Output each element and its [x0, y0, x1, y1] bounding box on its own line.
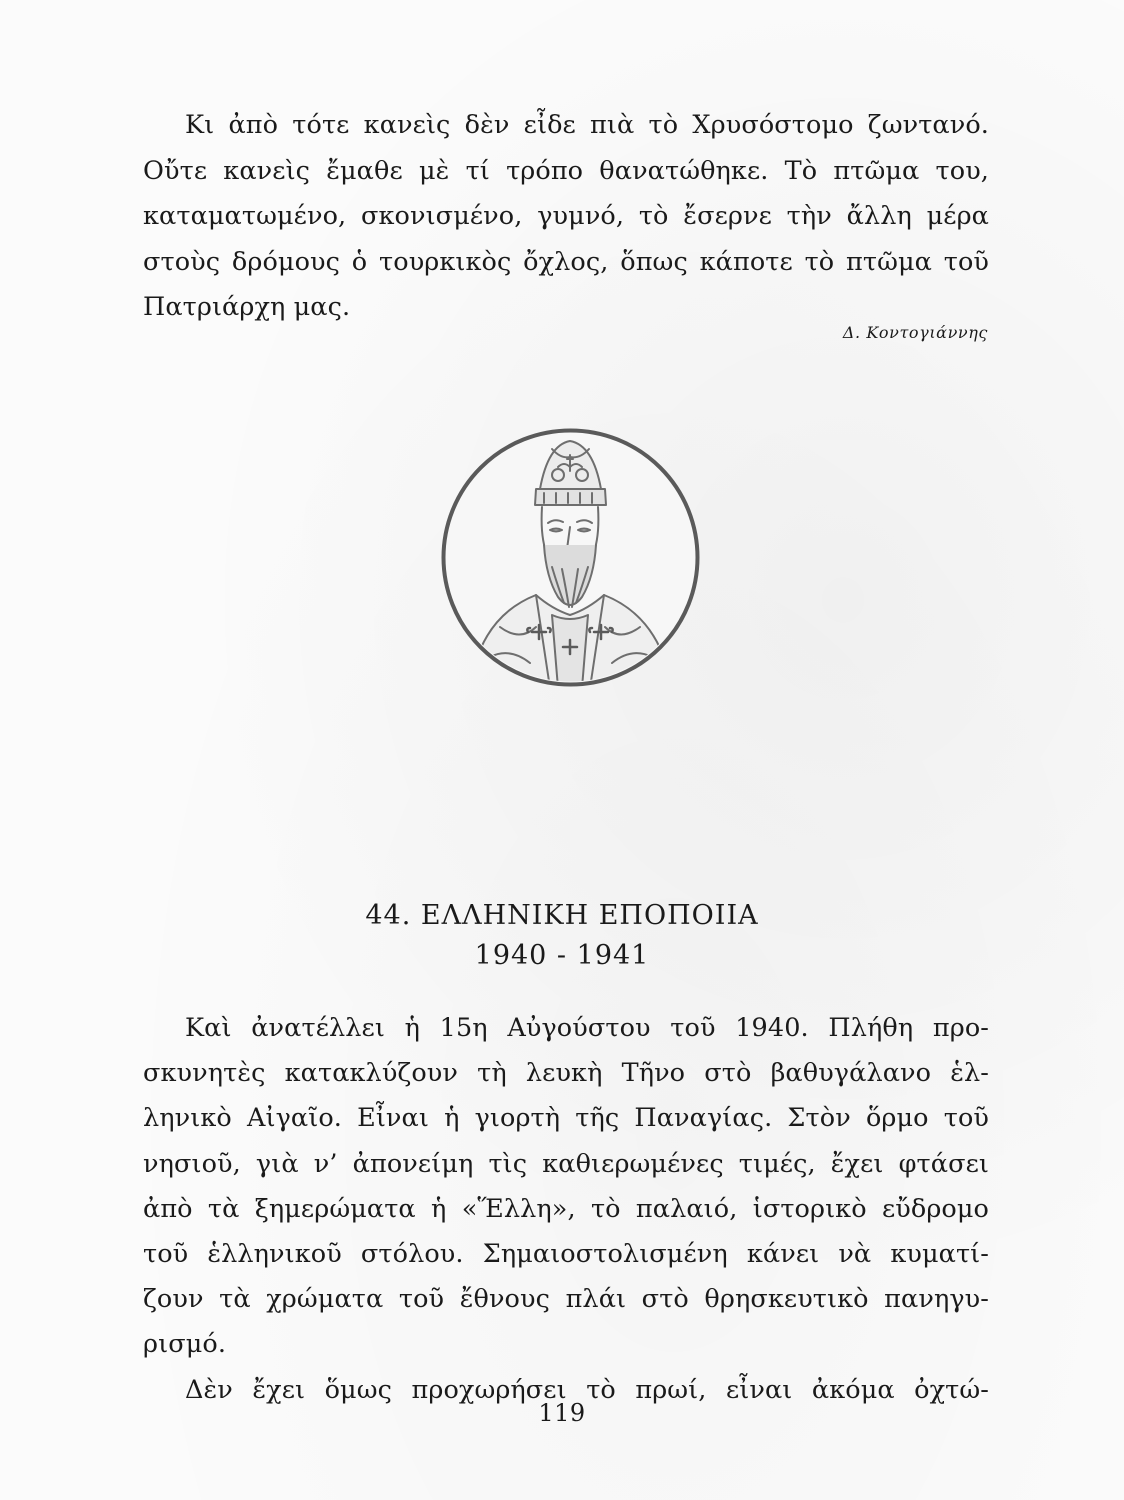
text-line: στοὺς δρόμους ὁ τουρκικὸς ὄχλος, ὅπως κάποτε τὸ πτῶμα τοῦ	[143, 246, 989, 277]
paragraph-tinos-feast	[143, 1006, 989, 1413]
chapter-title: 44. ΕΛΛΗΝΙΚΗ ΕΠΟΠΟΙΙΑ	[365, 900, 759, 931]
text-line: ἀπὸ τὰ ξημερώματα ἡ «Ἕλλη», τὸ παλαιό, ἱστορικὸ εὔδρομο	[143, 1193, 989, 1224]
text-line: νησιοῦ, γιὰ ν’ ἀπονείμη τὶς καθιερωμένες τιμές, ἔχει φτάσει	[143, 1148, 989, 1179]
author-signature: Δ. Κοντογιάννης	[842, 323, 988, 342]
text-line: καταματωμένο, σκονισμένο, γυμνό, τὸ ἔσερνε τὴν ἄλλη μέρα	[143, 201, 989, 231]
text-line: Καὶ ἀνατέλλει ἡ 15η Αὐγούστου τοῦ 1940. Πλήθη προ-	[185, 1013, 989, 1043]
text-line: Κι ἀπὸ τότε κανεὶς δὲν εἶδε πιὰ τὸ Χρυσόστομο ζωντανό.	[185, 110, 989, 140]
chapter-years: 1940 - 1941	[474, 940, 650, 971]
text-line: τοῦ ἑλληνικοῦ στόλου. Σημαιοστολισμένη κάνει νὰ κυματί-	[143, 1239, 989, 1270]
text-line: Οὔτε κανεὶς ἔμαθε μὲ τί τρόπο θανατώθηκε. Τὸ πτῶμα του,	[143, 155, 989, 186]
saint-portrait-medallion-icon	[440, 427, 701, 688]
text-line: ρισμό.	[143, 1329, 227, 1360]
paragraph-chrysostomos-ending	[143, 103, 989, 331]
text-line: ληνικὸ Αἰγαῖο. Εἶναι ἡ γιορτὴ τῆς Παναγίας. Στὸν ὅρμο τοῦ	[143, 1103, 989, 1134]
text-line: Δὲν ἔχει ὅμως προχωρήσει τὸ πρωί, εἶναι ἀκόμα ὀχτώ-	[185, 1374, 989, 1405]
text-line: σκυνητὲς κατακλύζουν τὴ λευκὴ Τῆνο στὸ βαθυγάλανο ἑλ-	[143, 1058, 989, 1089]
text-line: ζουν τὰ χρώματα τοῦ ἔθνους πλάι στὸ θρησκευτικὸ πανηγυ-	[143, 1284, 989, 1315]
text-line: Πατριάρχη μας.	[143, 292, 351, 322]
page-number: 119	[538, 1399, 586, 1427]
